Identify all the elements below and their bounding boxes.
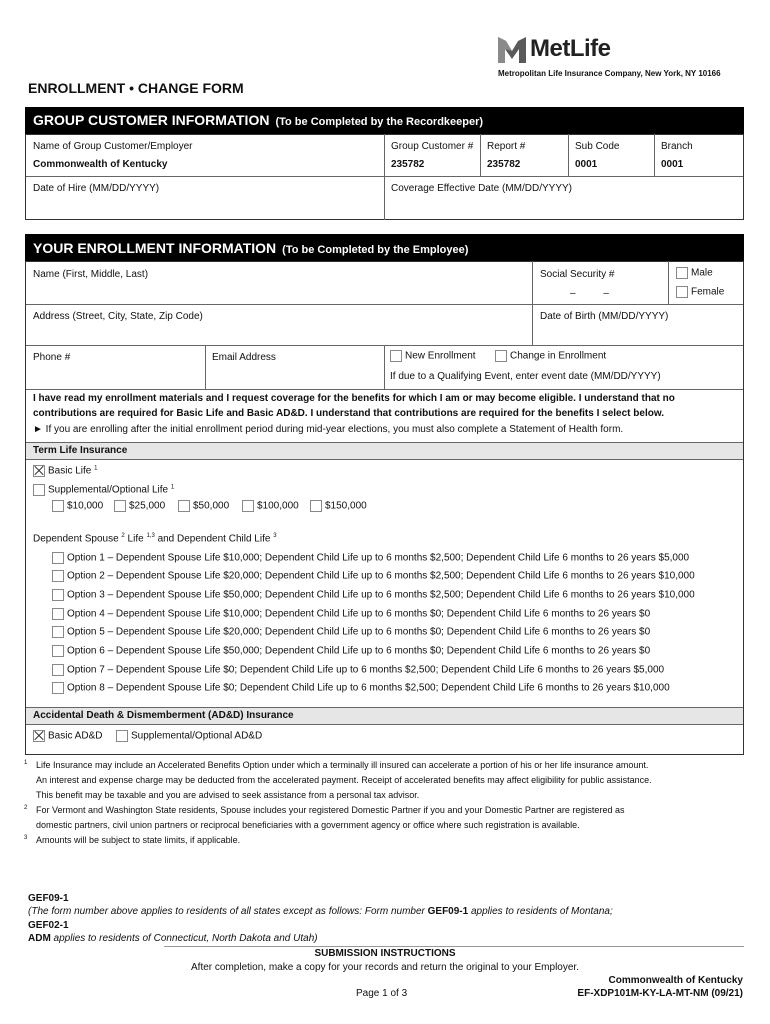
supp-add-checkbox[interactable]: [116, 730, 128, 742]
phone-field[interactable]: Phone #: [33, 352, 71, 363]
dependent-option-label: Option 2 – Dependent Spouse Life $20,000; Dependent Child Life up to 6 months $2,500; Dependent Child Life 6 months to 26 years $10,000: [67, 570, 695, 582]
change-enrollment-option[interactable]: [495, 350, 606, 362]
subcode-value: 0001: [575, 159, 598, 170]
amount-checkbox[interactable]: [310, 500, 322, 512]
change-enrollment-checkbox[interactable]: [495, 350, 507, 362]
amount-option[interactable]: [114, 500, 165, 512]
ssn-dashes: – –: [570, 288, 609, 299]
group-section-header: [25, 107, 744, 134]
form-code-3: ADM: [28, 933, 51, 944]
supp-add-option[interactable]: [116, 730, 262, 742]
note-form-code: GEF09-1: [427, 906, 469, 917]
new-enrollment-checkbox[interactable]: [390, 350, 402, 362]
name-field[interactable]: Name (First, Middle, Last): [33, 269, 149, 280]
amount-checkbox[interactable]: [242, 500, 254, 512]
dependent-life-heading: [33, 533, 277, 544]
dependent-option-label: Option 7 – Dependent Spouse Life $0; Dependent Child Life up to 6 months $2,500; Dependent Child Life 6 months to 26 years $5,000: [67, 664, 665, 676]
qualifying-event-field[interactable]: If due to a Qualifying Event, enter event date (MM/DD/YYYY): [390, 371, 661, 382]
dependent-option-1[interactable]: [52, 552, 689, 564]
female-option[interactable]: [676, 286, 724, 298]
supp-life-option[interactable]: [33, 484, 174, 496]
female-label: Female: [691, 286, 725, 298]
email-field[interactable]: Email Address: [212, 352, 276, 363]
subcode-label: Sub Code: [575, 141, 620, 152]
dependent-heading-sup: 1,3: [146, 533, 155, 539]
basic-add-label: Basic AD&D: [48, 730, 103, 742]
amount-option[interactable]: [242, 500, 299, 512]
group-section-subtitle: (To be Completed by the Recordkeeper): [275, 116, 484, 128]
metlife-logo-icon: [498, 37, 526, 63]
note-text: applies to residents of Connecticut, North Dakota and Utah): [50, 933, 318, 944]
amount-option[interactable]: [52, 500, 103, 512]
supp-life-footnote: 1: [170, 484, 175, 491]
dependent-option-2[interactable]: [52, 570, 695, 582]
form-applicability-note: [28, 906, 613, 917]
basic-life-option[interactable]: [33, 465, 97, 477]
form-title: ENROLLMENT • CHANGE FORM: [28, 80, 244, 96]
footnotes: [24, 758, 754, 848]
footnote-number: 3: [24, 835, 28, 841]
dependent-option-7[interactable]: [52, 664, 664, 676]
branch-label: Branch: [661, 141, 693, 152]
employer-label: Name of Group Customer/Employer: [33, 141, 193, 152]
statement-line-3: ► If you are enrolling after the initial enrollment period during mid-year elections, you must also complete a Statement of Health form.: [33, 424, 624, 435]
dependent-option-6[interactable]: [52, 645, 650, 657]
term-life-header: [26, 442, 743, 460]
report-value: 235782: [487, 159, 521, 170]
add-title: Accidental Death & Dismemberment (AD&D) Insurance: [33, 710, 294, 721]
female-checkbox[interactable]: [676, 286, 688, 298]
supp-add-label: Supplemental/Optional AD&D: [131, 730, 263, 742]
dependent-option-checkbox[interactable]: [52, 570, 64, 582]
dependent-option-checkbox[interactable]: [52, 682, 64, 694]
footnote-1c: This benefit may be taxable and you are advised to seek assistance from a personal tax advisor.: [36, 790, 420, 800]
supp-life-checkbox[interactable]: [33, 484, 45, 496]
footnote-number: 2: [24, 805, 28, 811]
statement-line-1: I have read my enrollment materials and I request coverage for the benefits for which I am or may become eligible. I understand that no: [33, 393, 675, 404]
group-number-label: Group Customer #: [391, 141, 474, 152]
form-code-2: GEF02-1: [28, 920, 69, 931]
metlife-wordmark: MetLife: [530, 35, 611, 62]
dependent-heading-sup: 3: [273, 533, 277, 539]
submission-text: After completion, make a copy for your records and return the original to your Employer.: [191, 962, 579, 973]
amount-option[interactable]: [310, 500, 367, 512]
footer-state: Commonwealth of Kentucky: [608, 975, 743, 986]
company-line: Metropolitan Life Insurance Company, New York, NY 10166: [498, 69, 721, 78]
change-enrollment-label: Change in Enrollment: [510, 350, 607, 362]
footnote-2b: domestic partners, civil union partners or reciprocal beneficiaries with a government agency or office where such registration is available.: [36, 820, 580, 830]
group-section-title: GROUP CUSTOMER INFORMATION: [33, 112, 270, 128]
address-field[interactable]: Address (Street, City, State, Zip Code): [33, 311, 203, 322]
male-label: Male: [691, 267, 713, 279]
note-text: applies to residents of Montana;: [468, 906, 613, 917]
new-enrollment-option[interactable]: [390, 350, 476, 362]
dependent-option-checkbox[interactable]: [52, 664, 64, 676]
footnote-1a: Life Insurance may include an Accelerated Benefits Option under which a terminally ill insured can accelerate a portion of his or her life insurance amount.: [36, 760, 649, 770]
amount-checkbox[interactable]: [52, 500, 64, 512]
dependent-option-label: Option 8 – Dependent Spouse Life $0; Dependent Child Life up to 6 months $2,500; Dependent Child Life 6 months to 26 years $10,000: [67, 682, 670, 694]
basic-life-label: Basic Life: [48, 465, 92, 477]
dependent-option-checkbox[interactable]: [52, 552, 64, 564]
dependent-option-label: Option 4 – Dependent Spouse Life $10,000; Dependent Child Life up to 6 months $0; Dependent Child Life 6 months to 26 years $0: [67, 608, 651, 620]
basic-add-option[interactable]: [33, 730, 102, 742]
add-header: [26, 707, 743, 725]
dependent-option-checkbox[interactable]: [52, 626, 64, 638]
amount-checkbox[interactable]: [178, 500, 190, 512]
amount-option[interactable]: [178, 500, 229, 512]
new-enrollment-label: New Enrollment: [405, 350, 476, 362]
dependent-heading-part: Dependent Spouse: [33, 533, 119, 545]
note-text: (The form number above applies to residents of all states except as follows: Form number: [28, 906, 428, 917]
submission-title: SUBMISSION INSTRUCTIONS: [314, 948, 456, 959]
report-label: Report #: [487, 141, 526, 152]
page-number: Page 1 of 3: [356, 988, 408, 999]
basic-life-footnote: 1: [94, 465, 98, 472]
bottom-divider: [164, 946, 744, 947]
ssn-field[interactable]: Social Security #: [540, 269, 615, 280]
term-life-title: Term Life Insurance: [33, 445, 128, 456]
footnote-number: 1: [24, 760, 28, 766]
dependent-heading-part: and Dependent Child Life: [157, 533, 271, 545]
basic-life-checkbox[interactable]: [33, 465, 45, 477]
dependent-heading-part: Life: [127, 533, 144, 545]
statement-line-2: contributions are required for Basic Life and Basic AD&D. I understand that contributions are required for the benefits I select below.: [33, 408, 665, 419]
dependent-option-label: Option 1 – Dependent Spouse Life $10,000; Dependent Child Life up to 6 months $2,500; Dependent Child Life 6 months to 26 years $5,000: [67, 552, 690, 564]
dependent-option-checkbox[interactable]: [52, 645, 64, 657]
basic-add-checkbox[interactable]: [33, 730, 45, 742]
enroll-section-title: YOUR ENROLLMENT INFORMATION: [33, 240, 277, 256]
dob-field[interactable]: Date of Birth (MM/DD/YYYY): [540, 311, 669, 322]
dependent-option-4[interactable]: [52, 608, 650, 620]
dependent-option-8[interactable]: [52, 682, 670, 694]
dependent-option-checkbox[interactable]: [52, 608, 64, 620]
amount-label: $100,000: [257, 500, 299, 512]
dependent-option-label: Option 5 – Dependent Spouse Life $20,000; Dependent Child Life up to 6 months $0; Dependent Child Life 6 months to 26 years $0: [67, 626, 651, 638]
form-code-3-note: [28, 933, 318, 944]
footnote-3: Amounts will be subject to state limits, if applicable.: [36, 835, 241, 845]
branch-value: 0001: [661, 159, 684, 170]
amount-label: $25,000: [129, 500, 166, 512]
dependent-option-checkbox[interactable]: [52, 589, 64, 601]
footnote-2a: For Vermont and Washington State residents, Spouse includes your registered Domestic Partner if you and your Domestic Partner are registered as: [36, 805, 625, 815]
hire-date-field[interactable]: Date of Hire (MM/DD/YYYY): [33, 183, 160, 194]
dependent-option-label: Option 6 – Dependent Spouse Life $50,000; Dependent Child Life up to 6 months $0; Dependent Child Life 6 months to 26 years $0: [67, 645, 651, 657]
male-checkbox[interactable]: [676, 267, 688, 279]
amount-label: $10,000: [67, 500, 104, 512]
amount-label: $50,000: [193, 500, 230, 512]
dependent-option-label: Option 3 – Dependent Spouse Life $50,000; Dependent Child Life up to 6 months $2,500; Dependent Child Life 6 months to 26 years $10,000: [67, 589, 695, 601]
footer-form-code: EF-XDP101M-KY-LA-MT-NM (09/21): [577, 988, 743, 999]
dependent-option-3[interactable]: [52, 589, 695, 601]
employer-value: Commonwealth of Kentucky: [33, 159, 168, 170]
enroll-section-subtitle: (To be Completed by the Employee): [282, 244, 469, 256]
amount-label: $150,000: [325, 500, 367, 512]
dependent-option-5[interactable]: [52, 626, 650, 638]
footnote-1b: An interest and expense charge may be deducted from the accelerated payment. Receipt of accelerated benefits may affect eligibility for public assistance.: [36, 775, 652, 785]
male-option[interactable]: [676, 267, 713, 279]
amount-checkbox[interactable]: [114, 500, 126, 512]
supp-life-label: Supplemental/Optional Life: [48, 484, 169, 496]
group-number-value: 235782: [391, 159, 425, 170]
dependent-heading-sup: 2: [121, 533, 125, 539]
coverage-date-field[interactable]: Coverage Effective Date (MM/DD/YYYY): [391, 183, 572, 194]
form-code-1: GEF09-1: [28, 893, 69, 904]
enroll-section-header: [25, 234, 744, 261]
